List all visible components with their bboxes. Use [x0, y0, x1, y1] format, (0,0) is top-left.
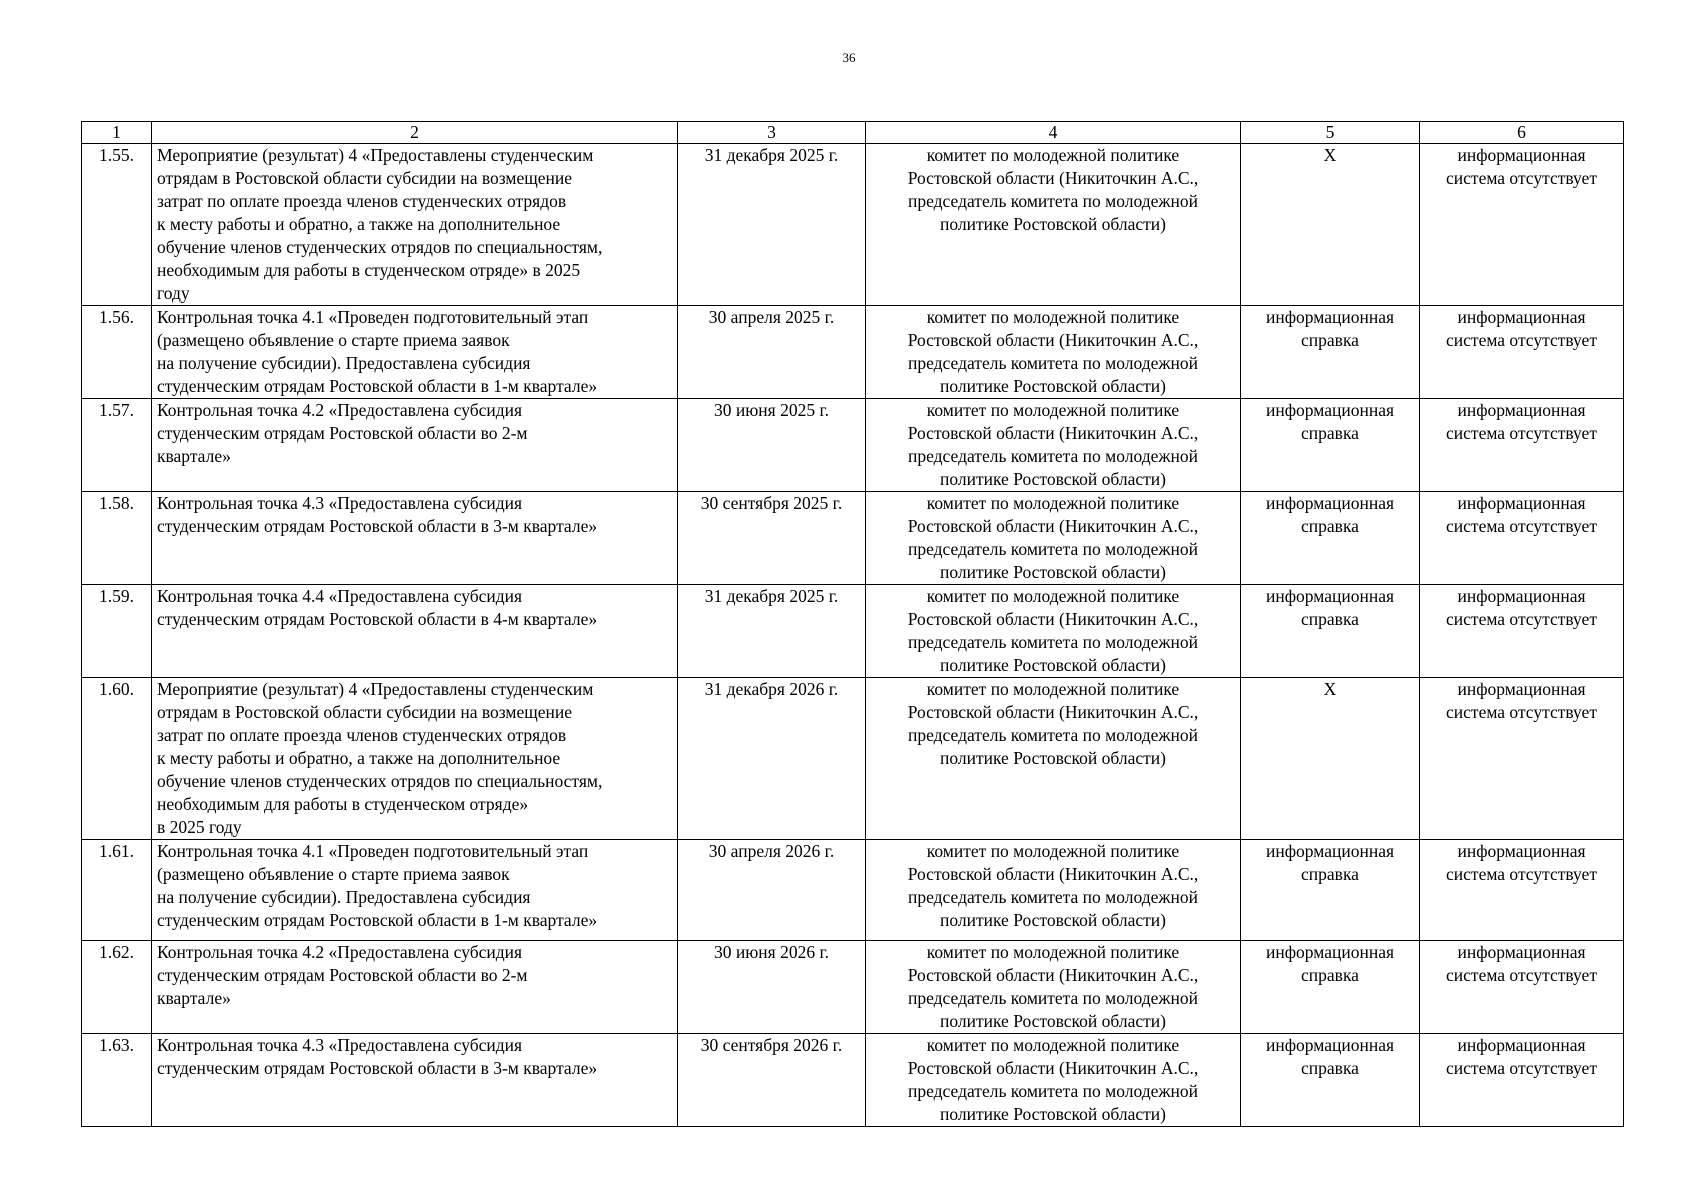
table-row	[82, 399, 1624, 492]
document-type-line: справка	[1301, 864, 1359, 884]
information-system-line: информационная	[1457, 493, 1586, 513]
responsible-line: председатель комитета по молодежной	[908, 1081, 1198, 1101]
information-system-cell	[1420, 840, 1624, 941]
responsible-line: комитет по молодежной политике	[926, 493, 1180, 513]
description-cell	[152, 144, 678, 306]
information-system-cell	[1420, 306, 1624, 399]
document-type-line: информационная	[1265, 841, 1395, 861]
responsible-line: Ростовской области (Никиточкин А.С.,	[907, 864, 1199, 884]
responsible-line: комитет по молодежной политике	[926, 942, 1180, 962]
description-cell	[152, 585, 678, 678]
description-line: на получение субсидии). Предоставлена субсидия	[157, 887, 531, 907]
description-line: необходимым для работы в студенческом отряде»	[157, 794, 529, 814]
description-line: необходимым для работы в студенческом отряде» в 2025	[157, 260, 581, 280]
document-type-line: информационная	[1265, 400, 1395, 420]
information-system-line: информационная	[1457, 307, 1586, 327]
table-body	[82, 122, 1624, 1127]
table-row	[82, 144, 1624, 306]
description-cell	[152, 492, 678, 585]
description-line: студенческим отрядам Ростовской области в 1-м квартале»	[157, 910, 598, 930]
description-line: в 2025 году	[157, 817, 242, 837]
responsible-cell	[866, 585, 1241, 678]
responsible-line: Ростовской области (Никиточкин А.С.,	[907, 702, 1199, 722]
responsible-cell	[866, 840, 1241, 941]
responsible-line: комитет по молодежной политике	[926, 1035, 1180, 1055]
description-line: квартале»	[157, 446, 231, 466]
responsible-line: комитет по молодежной политике	[926, 586, 1180, 606]
information-system-line: информационная	[1457, 586, 1586, 606]
description-line: к месту работы и обратно, а также на дополнительное	[157, 748, 561, 768]
document-type-line: справка	[1301, 423, 1359, 443]
description-line: студенческим отрядам Ростовской области во 2-м	[157, 423, 528, 443]
information-system-line: система отсутствует	[1446, 702, 1597, 722]
responsible-line: политике Ростовской области)	[940, 214, 1166, 234]
description-line: Контрольная точка 4.2 «Предоставлена субсидия	[157, 942, 523, 962]
date-cell: 30 июня 2025 г.	[678, 399, 866, 492]
description-line: Мероприятие (результат) 4 «Предоставлены студенческим	[157, 679, 594, 699]
responsible-line: политике Ростовской области)	[940, 1104, 1166, 1124]
responsible-line: Ростовской области (Никиточкин А.С.,	[907, 1058, 1199, 1078]
responsible-cell	[866, 492, 1241, 585]
header-cell-3: 3	[678, 122, 866, 144]
document-type-cell	[1241, 1034, 1420, 1127]
document-type-line: справка	[1301, 516, 1359, 536]
date-cell: 31 декабря 2025 г.	[678, 144, 866, 306]
description-cell	[152, 840, 678, 941]
description-line: (размещено объявление о старте приема заявок	[157, 864, 510, 884]
document-type-cell	[1241, 678, 1420, 840]
table-row	[82, 1034, 1624, 1127]
document-type-line: справка	[1301, 609, 1359, 629]
row-number-cell: 1.57.	[82, 399, 152, 492]
table-row	[82, 585, 1624, 678]
header-cell-1: 1	[82, 122, 152, 144]
information-system-line: система отсутствует	[1446, 330, 1597, 350]
date-cell: 30 июня 2026 г.	[678, 941, 866, 1034]
document-type-line: информационная	[1265, 307, 1395, 327]
date-cell: 30 сентября 2026 г.	[678, 1034, 866, 1127]
information-system-cell	[1420, 585, 1624, 678]
responsible-line: Ростовской области (Никиточкин А.С.,	[907, 168, 1199, 188]
description-line: отрядам в Ростовской области субсидии на возмещение	[157, 702, 573, 722]
responsible-cell	[866, 144, 1241, 306]
responsible-line: политике Ростовской области)	[940, 469, 1166, 489]
table-row	[82, 678, 1624, 840]
information-system-line: система отсутствует	[1446, 965, 1597, 985]
description-line: Контрольная точка 4.1 «Проведен подготовительный этап	[157, 841, 589, 861]
responsible-line: комитет по молодежной политике	[926, 307, 1180, 327]
information-system-cell	[1420, 678, 1624, 840]
information-system-cell	[1420, 1034, 1624, 1127]
row-number-cell: 1.56.	[82, 306, 152, 399]
document-type-cell	[1241, 585, 1420, 678]
responsible-line: председатель комитета по молодежной	[908, 446, 1198, 466]
row-number-cell: 1.59.	[82, 585, 152, 678]
information-system-line: информационная	[1457, 1035, 1586, 1055]
page-number: 36	[842, 50, 856, 65]
description-line: студенческим отрядам Ростовской области в 3-м квартале»	[157, 516, 598, 536]
information-system-line: информационная	[1457, 841, 1586, 861]
document-type-line: информационная	[1265, 942, 1395, 962]
date-cell: 31 декабря 2026 г.	[678, 678, 866, 840]
document-type-line: информационная	[1265, 586, 1395, 606]
responsible-line: председатель комитета по молодежной	[908, 191, 1198, 211]
date-cell: 30 апреля 2025 г.	[678, 306, 866, 399]
description-line: Контрольная точка 4.3 «Предоставлена субсидия	[157, 493, 523, 513]
responsible-line: Ростовской области (Никиточкин А.С.,	[907, 965, 1199, 985]
responsible-line: Ростовской области (Никиточкин А.С.,	[907, 516, 1199, 536]
information-system-line: информационная	[1457, 145, 1586, 165]
responsible-line: комитет по молодежной политике	[926, 400, 1180, 420]
responsible-line: политике Ростовской области)	[940, 376, 1166, 396]
description-line: студенческим отрядам Ростовской области в 1-м квартале»	[157, 376, 598, 396]
date-cell: 31 декабря 2025 г.	[678, 585, 866, 678]
description-line: Мероприятие (результат) 4 «Предоставлены студенческим	[157, 145, 594, 165]
responsible-line: Ростовской области (Никиточкин А.С.,	[907, 609, 1199, 629]
description-cell	[152, 1034, 678, 1127]
description-line: Контрольная точка 4.2 «Предоставлена субсидия	[157, 400, 523, 420]
responsible-line: политике Ростовской области)	[940, 562, 1166, 582]
description-line: на получение субсидии). Предоставлена субсидия	[157, 353, 531, 373]
table-row	[82, 306, 1624, 399]
header-cell-4: 4	[866, 122, 1241, 144]
header-cell-5: 5	[1241, 122, 1420, 144]
responsible-cell	[866, 678, 1241, 840]
document-type-cell	[1241, 399, 1420, 492]
information-system-line: система отсутствует	[1446, 864, 1597, 884]
information-system-line: система отсутствует	[1446, 609, 1597, 629]
information-system-line: система отсутствует	[1446, 1058, 1597, 1078]
responsible-line: политике Ростовской области)	[940, 748, 1166, 768]
document-type-line: Х	[1323, 145, 1337, 165]
document-type-line: справка	[1301, 965, 1359, 985]
description-line: Контрольная точка 4.4 «Предоставлена субсидия	[157, 586, 523, 606]
header-cell-2: 2	[152, 122, 678, 144]
information-system-cell	[1420, 492, 1624, 585]
description-cell	[152, 941, 678, 1034]
document-type-line: справка	[1301, 330, 1359, 350]
responsible-line: Ростовской области (Никиточкин А.С.,	[907, 423, 1199, 443]
description-line: (размещено объявление о старте приема заявок	[157, 330, 510, 350]
responsible-line: председатель комитета по молодежной	[908, 887, 1198, 907]
responsible-line: председатель комитета по молодежной	[908, 539, 1198, 559]
information-system-line: информационная	[1457, 400, 1586, 420]
document-type-cell	[1241, 144, 1420, 306]
information-system-line: система отсутствует	[1446, 168, 1597, 188]
description-line: отрядам в Ростовской области субсидии на возмещение	[157, 168, 573, 188]
information-system-cell	[1420, 941, 1624, 1034]
row-number-cell: 1.62.	[82, 941, 152, 1034]
description-line: году	[157, 283, 190, 303]
row-number-cell: 1.55.	[82, 144, 152, 306]
responsible-line: председатель комитета по молодежной	[908, 988, 1198, 1008]
document-type-line: Х	[1323, 679, 1337, 699]
description-cell	[152, 306, 678, 399]
responsible-line: комитет по молодежной политике	[926, 145, 1180, 165]
description-line: студенческим отрядам Ростовской области в 4-м квартале»	[157, 609, 598, 629]
description-line: обучение членов студенческих отрядов по специальностям,	[157, 771, 603, 791]
document-table	[81, 121, 1624, 1127]
description-line: обучение членов студенческих отрядов по специальностям,	[157, 237, 603, 257]
table-row	[82, 492, 1624, 585]
date-cell: 30 сентября 2025 г.	[678, 492, 866, 585]
information-system-cell	[1420, 144, 1624, 306]
document-type-line: информационная	[1265, 1035, 1395, 1055]
description-line: Контрольная точка 4.3 «Предоставлена субсидия	[157, 1035, 523, 1055]
date-cell: 30 апреля 2026 г.	[678, 840, 866, 941]
description-cell	[152, 678, 678, 840]
document-type-cell	[1241, 941, 1420, 1034]
description-line: студенческим отрядам Ростовской области в 3-м квартале»	[157, 1058, 598, 1078]
row-number-cell: 1.61.	[82, 840, 152, 941]
responsible-cell	[866, 941, 1241, 1034]
description-line: квартале»	[157, 988, 231, 1008]
row-number-cell: 1.58.	[82, 492, 152, 585]
document-type-line: информационная	[1265, 493, 1395, 513]
information-system-line: информационная	[1457, 942, 1586, 962]
description-line: к месту работы и обратно, а также на дополнительное	[157, 214, 561, 234]
responsible-cell	[866, 399, 1241, 492]
row-number-cell: 1.63.	[82, 1034, 152, 1127]
information-system-line: информационная	[1457, 679, 1586, 699]
responsible-line: комитет по молодежной политике	[926, 841, 1180, 861]
description-cell	[152, 399, 678, 492]
responsible-line: политике Ростовской области)	[940, 910, 1166, 930]
document-type-cell	[1241, 840, 1420, 941]
responsible-line: председатель комитета по молодежной	[908, 632, 1198, 652]
document-type-cell	[1241, 306, 1420, 399]
table-row	[82, 840, 1624, 941]
description-line: затрат по оплате проезда членов студенческих отрядов	[157, 191, 567, 211]
responsible-line: председатель комитета по молодежной	[908, 353, 1198, 373]
description-line: затрат по оплате проезда членов студенческих отрядов	[157, 725, 567, 745]
information-system-cell	[1420, 399, 1624, 492]
description-line: Контрольная точка 4.1 «Проведен подготовительный этап	[157, 307, 589, 327]
information-system-line: система отсутствует	[1446, 423, 1597, 443]
responsible-cell	[866, 306, 1241, 399]
document-type-cell	[1241, 492, 1420, 585]
responsible-cell	[866, 1034, 1241, 1127]
responsible-line: политике Ростовской области)	[940, 1011, 1166, 1031]
row-number-cell: 1.60.	[82, 678, 152, 840]
information-system-line: система отсутствует	[1446, 516, 1597, 536]
responsible-line: председатель комитета по молодежной	[908, 725, 1198, 745]
responsible-line: Ростовской области (Никиточкин А.С.,	[907, 330, 1199, 350]
document-type-line: справка	[1301, 1058, 1359, 1078]
table-header-row	[82, 122, 1624, 144]
responsible-line: комитет по молодежной политике	[926, 679, 1180, 699]
responsible-line: политике Ростовской области)	[940, 655, 1166, 675]
header-cell-6: 6	[1420, 122, 1624, 144]
table-row	[82, 941, 1624, 1034]
description-line: студенческим отрядам Ростовской области во 2-м	[157, 965, 528, 985]
